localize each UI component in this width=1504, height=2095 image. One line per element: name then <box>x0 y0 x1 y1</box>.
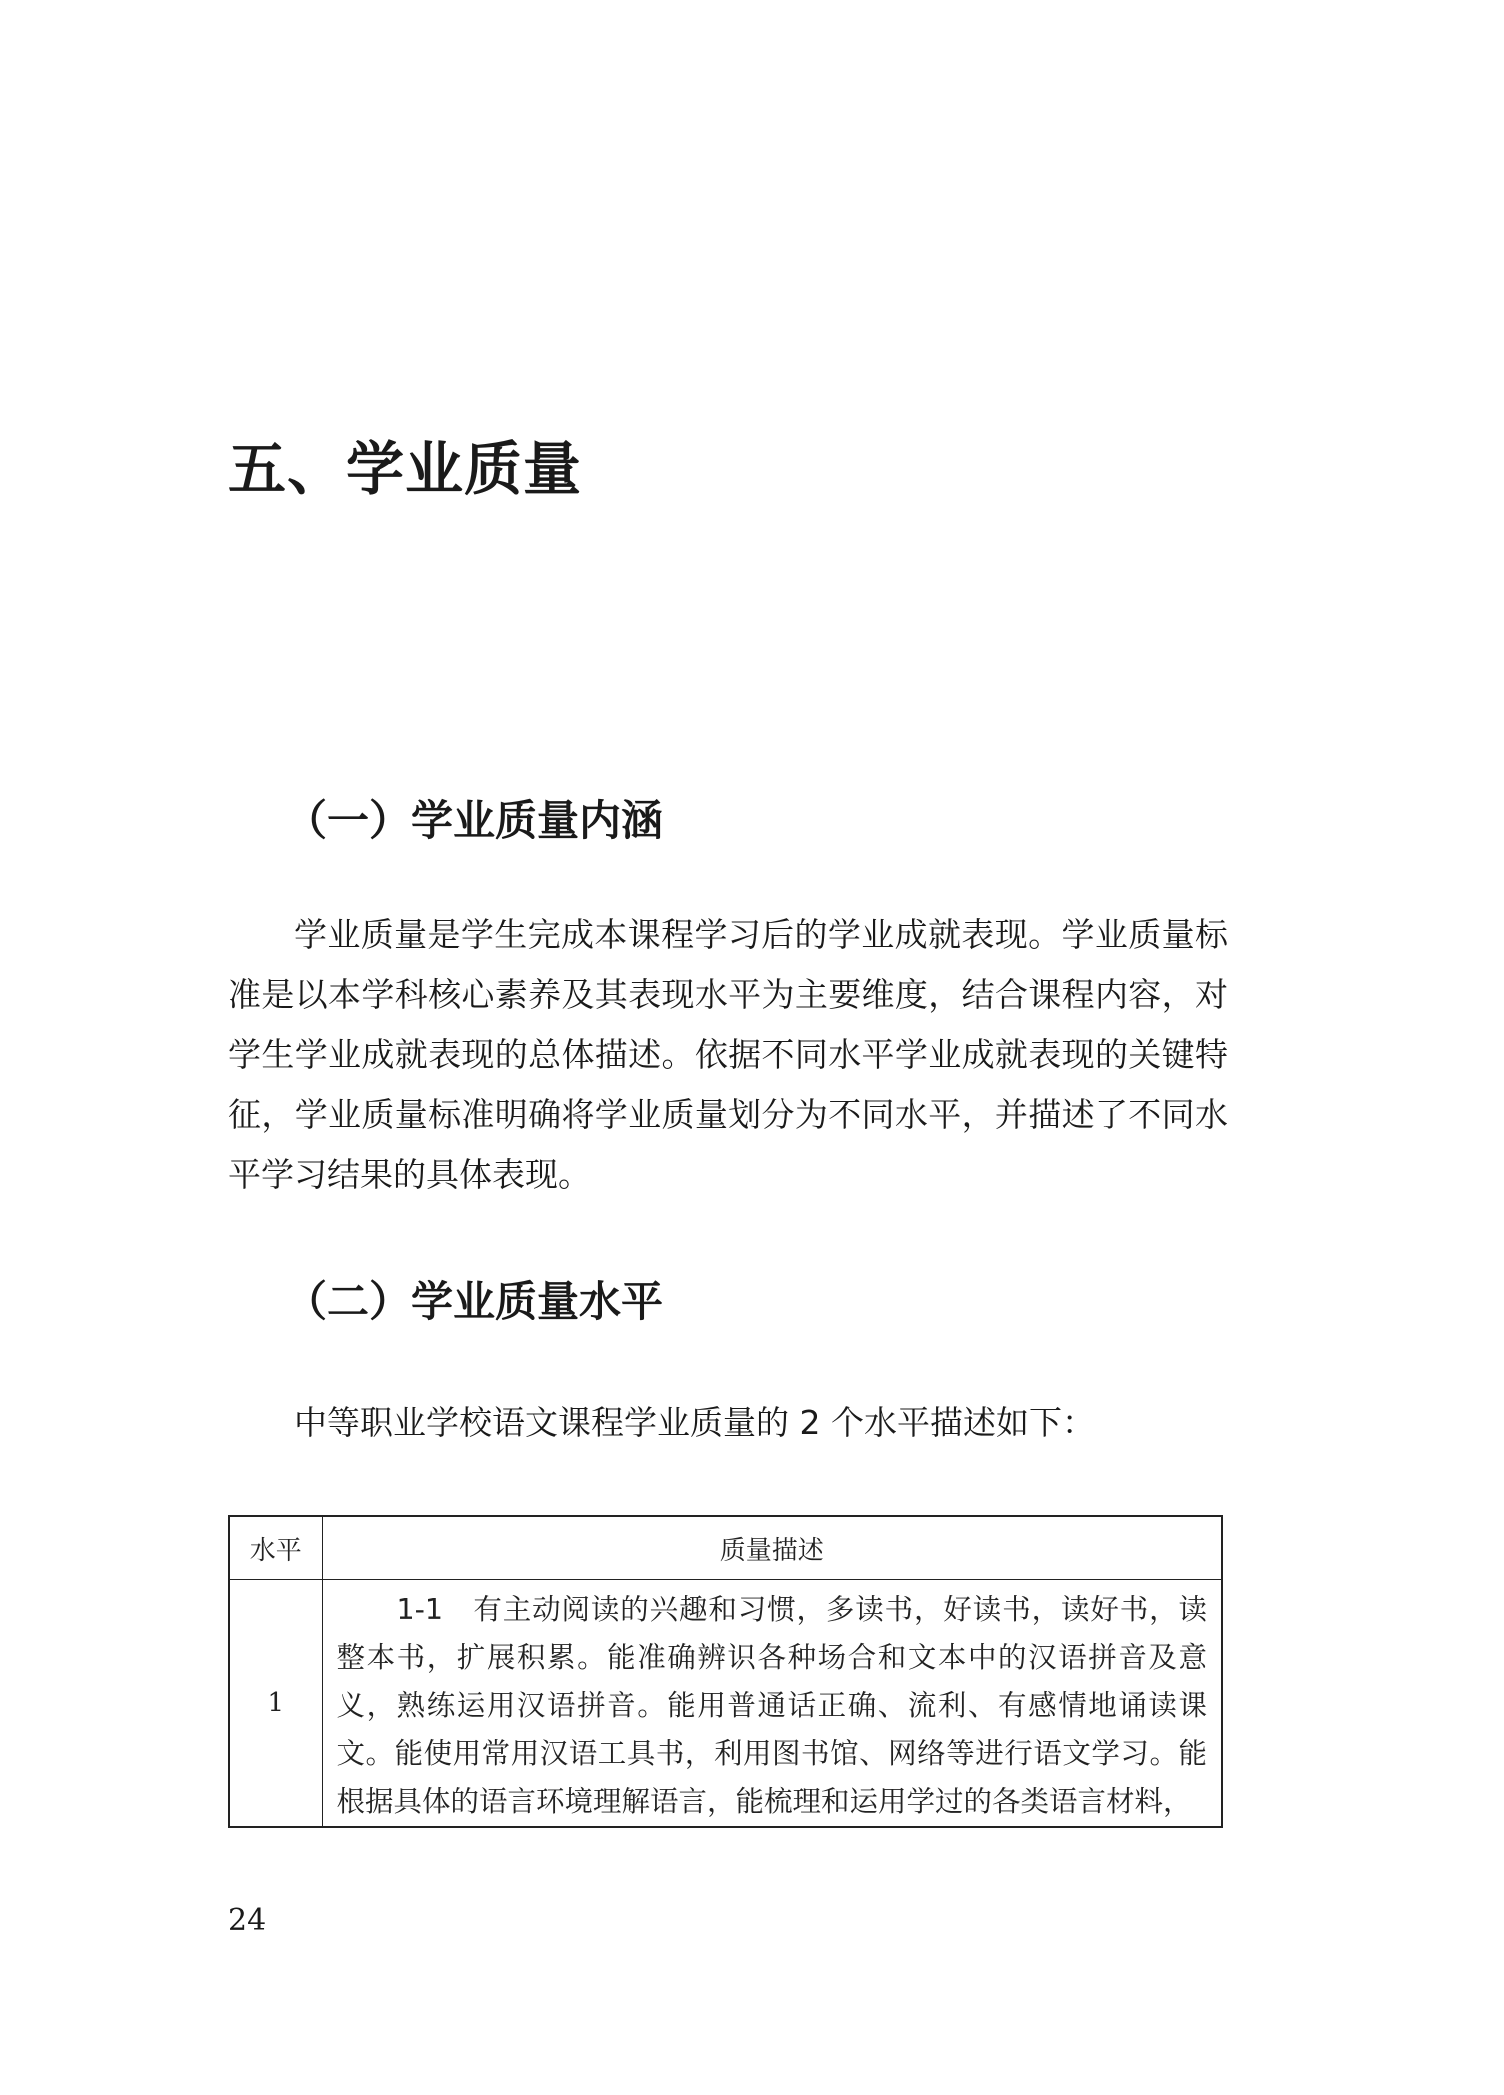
chapter-title: 五、学业质量 <box>228 435 583 503</box>
header-description: 质量描述 <box>322 1516 1222 1580</box>
levels-intro-paragraph: 中等职业学校语文课程学业质量的 2 个水平描述如下： <box>294 1403 1095 1442</box>
description-cell: 1-1 有主动阅读的兴趣和习惯，多读书，好读书，读好书，读整本书，扩展积累。能准确辨识各种场合和文本中的汉语拼音及意义，熟练运用汉语拼音。能用普通话正确、流利、有感情地诵读课文。能使用常用汉语工具书，利用图书馆、网络等进行语文学习。能根据具体的语言环境理解语言，能梳理和运用学过的各类语言材料， <box>322 1580 1222 1828</box>
table-row <box>229 1580 1222 1828</box>
connotation-paragraph: 学业质量是学生完成本课程学习后的学业成就表现。学业质量标准是以本学科核心素养及其表现水平为主要维度，结合课程内容，对学生学业成就表现的总体描述。依据不同水平学业成就表现的关键特征，学业质量标准明确将学业质量划分为不同水平，并描述了不同水平学习结果的具体表现。 <box>228 915 1228 1194</box>
table-header-row <box>229 1516 1222 1580</box>
header-level: 水平 <box>229 1516 322 1580</box>
quality-level-table <box>228 1515 1223 1828</box>
section-heading-levels: （二）学业质量水平 <box>285 1277 664 1326</box>
page-number: 24 <box>228 1903 267 1938</box>
section-heading-connotation: （一）学业质量内涵 <box>285 796 664 845</box>
level-cell: 1 <box>229 1580 322 1828</box>
